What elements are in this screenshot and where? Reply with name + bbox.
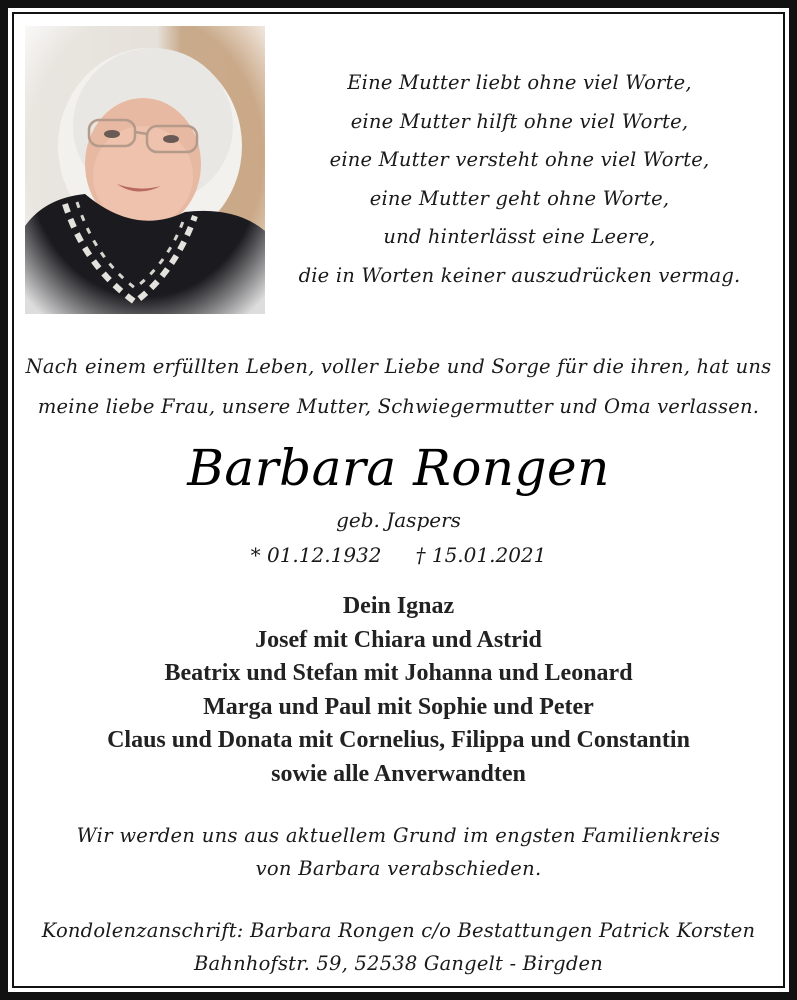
maiden-name: geb. Jaspers: [336, 508, 461, 532]
mourner-line: sowie alle Anverwandten: [271, 760, 526, 787]
birth-date: * 01.12.1932: [250, 543, 382, 567]
intro-line: meine liebe Frau, unsere Mutter, Schwiegermutter und Oma verlassen.: [37, 395, 760, 418]
intro-text: [20, 347, 777, 427]
poem-line: und hinterlässt eine Leere,: [383, 225, 656, 248]
mourner-line: Josef mit Chiara und Astrid: [255, 626, 542, 653]
portrait-photo: [25, 26, 265, 314]
mourners-list: [0, 590, 797, 792]
address-line: Bahnhofstr. 59, 52538 Gangelt - Birgden: [193, 952, 604, 975]
poem-line: eine Mutter geht ohne Worte,: [369, 186, 670, 210]
condolence-address: [0, 914, 797, 980]
deceased-name: Barbara Rongen: [187, 439, 610, 497]
poem-line: Eine Mutter liebt ohne viel Worte,: [347, 71, 692, 94]
life-dates: [0, 541, 797, 569]
farewell-note: [0, 819, 797, 885]
poem-line: eine Mutter hilft ohne viel Worte,: [350, 109, 689, 133]
mourner-line: Beatrix und Stefan mit Johanna und Leonard: [164, 660, 633, 687]
farewell-line: von Barbara verabschieden.: [255, 857, 542, 880]
address-line: Kondolenzanschrift: Barbara Rongen c/o Bestattungen Patrick Korsten: [41, 919, 756, 942]
mourner-line: Claus und Donata mit Cornelius, Filippa und Constantin: [107, 727, 690, 754]
death-date: † 15.01.2021: [415, 543, 547, 567]
mourner-line: Dein Ignaz: [342, 593, 455, 619]
poem-line: eine Mutter versteht ohne viel Worte,: [329, 148, 710, 171]
intro-line: Nach einem erfüllten Leben, voller Liebe und Sorge für die ihren, hat uns: [25, 355, 772, 378]
farewell-line: Wir werden uns aus aktuellem Grund im engsten Familienkreis: [76, 824, 721, 847]
poem-line: die in Worten keiner auszudrücken vermag.: [298, 263, 741, 287]
mourner-line: Marga und Paul mit Sophie und Peter: [203, 693, 594, 720]
poem-verse: [272, 64, 767, 295]
